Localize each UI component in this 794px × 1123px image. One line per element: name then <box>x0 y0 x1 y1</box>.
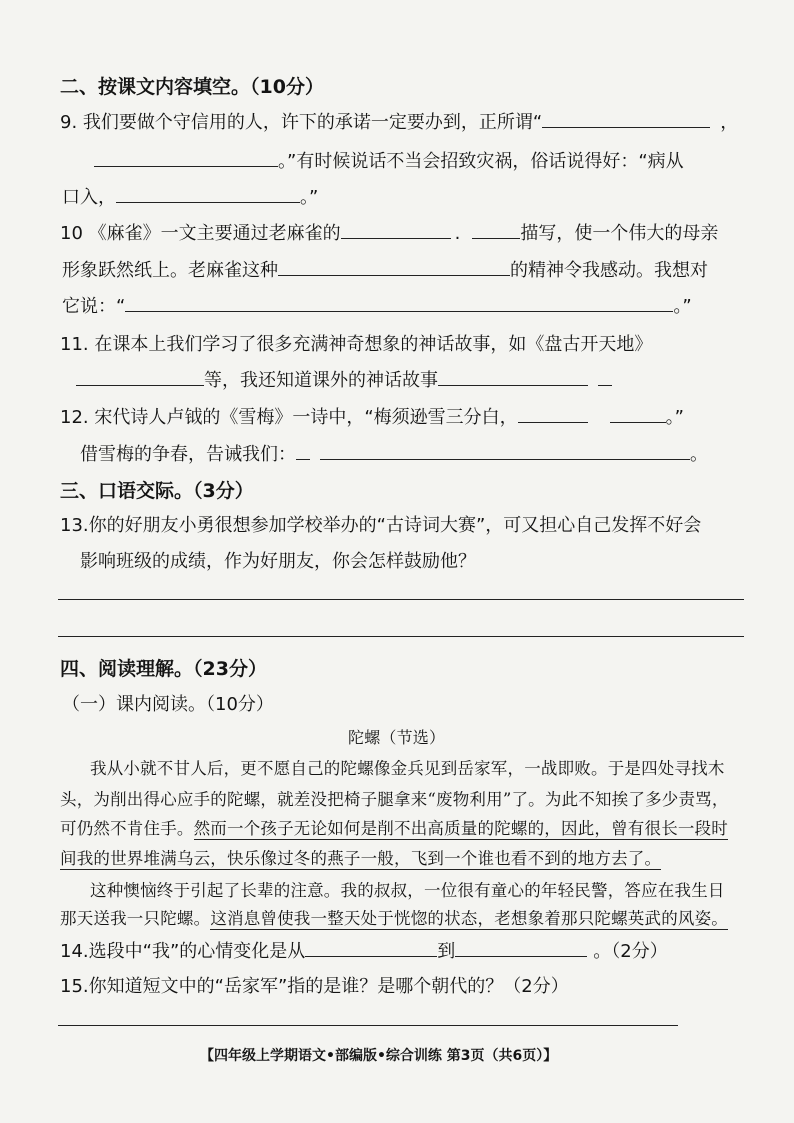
q10-text-e: 它说：“ <box>62 296 126 317</box>
p2-line2-underlined: 这消息曾使我一整天处于恍惚的状态，老想象着那只陀螺英武的风姿。 <box>210 909 729 928</box>
question-10-line-1 <box>60 219 718 245</box>
q10-text-b: 描写，使一个伟大的母亲 <box>520 223 719 244</box>
q10-text-a: 10 《麻雀》一文主要通过老麻雀的 <box>60 223 341 244</box>
passage-title: 陀螺（节选） <box>348 728 446 747</box>
q10-blank-3[interactable] <box>278 260 510 276</box>
q10-blank-1[interactable] <box>341 223 451 239</box>
passage-p1-line-2: 头，为削出得心应手的陀螺，就差没把椅子腿拿来“废物利用”了。为此不知挨了多少责骂， <box>60 790 729 809</box>
page-footer: 【四年级上学期语文•部编版•综合训练 第3页（共6页）】 <box>200 1048 558 1064</box>
q9-text-e: 。” <box>300 187 319 208</box>
section-4-heading: 四、阅读理解。（23分） <box>60 658 267 680</box>
q10-blank-2[interactable] <box>472 223 520 239</box>
q12-blank-1[interactable] <box>518 407 588 423</box>
q12-blank-4[interactable] <box>320 444 690 460</box>
q12-blank-2[interactable] <box>610 407 666 423</box>
passage-p1-line-4 <box>60 845 661 869</box>
q10-text-f: 。” <box>673 296 692 317</box>
question-12-line-1 <box>60 403 684 429</box>
q12-text-c: 借雪梅的争春，告诫我们： <box>80 444 296 465</box>
q14-text-c: 。（2分） <box>593 941 668 962</box>
question-10-line-2 <box>62 256 708 282</box>
p2-line2-text: 那天送我一只陀螺。 <box>60 909 211 928</box>
question-11-line-1: 11. 在课本上我们学习了很多充满神奇想象的神话故事，如《盘古开天地》 <box>60 334 653 355</box>
q12-blank-3[interactable] <box>296 444 310 460</box>
q12-text-b: 。” <box>665 407 684 428</box>
q13-answer-line-2[interactable] <box>58 636 744 637</box>
passage-p2-line-1: 这种懊恼终于引起了长辈的注意。我的叔叔，一位很有童心的年轻民警，答应在我生日 <box>90 881 725 900</box>
q14-blank-2[interactable] <box>455 941 587 957</box>
question-9-line-2 <box>94 147 684 173</box>
p1-line3-text: 可仍然不肯住手。 <box>60 819 194 838</box>
section-3-heading: 三、口语交际。（3分） <box>60 480 254 502</box>
q11-blank-2[interactable] <box>438 370 588 386</box>
section-2-heading: 二、按课文内容填空。（10分） <box>60 76 324 98</box>
q12-text-a: 12. 宋代诗人卢钺的《雪梅》一诗中，“梅须逊雪三分白， <box>60 407 518 428</box>
q9-blank-1[interactable] <box>542 112 710 128</box>
q15-answer-line[interactable] <box>58 1025 678 1026</box>
p1-line4-underlined: 间我的世界堆满乌云，快乐像过冬的燕子一般，飞到一个谁也看不到的地方去了。 <box>60 849 662 868</box>
passage-p1-line-1: 我从小就不甘人后，更不愿自己的陀螺像金兵见到岳家军，一战即败。于是四处寻找木 <box>90 759 725 778</box>
q9-text-c: 。”有时候说话不当会招致灾祸，俗话说得好：“病从 <box>278 151 684 172</box>
q11-text-a: 等，我还知道课外的神话故事 <box>204 370 438 391</box>
passage-p2-line-2 <box>60 905 728 929</box>
q9-text-b: ， <box>720 112 739 133</box>
passage-p1-line-3 <box>60 815 728 839</box>
question-9-line-1 <box>60 108 738 134</box>
q10-text-d: 的精神令我感动。我想对 <box>510 260 708 281</box>
q12-text-d: 。 <box>690 444 708 465</box>
q13-answer-line-1[interactable] <box>58 599 744 600</box>
q9-text-d: 口入， <box>62 187 116 208</box>
q9-text-a: 9. 我们要做个守信用的人，许下的承诺一定要办到，正所谓“ <box>60 112 543 133</box>
q10-dot: . <box>454 223 461 244</box>
question-13-line-1: 13.你的好朋友小勇很想参加学校举办的“古诗词大赛”，可又担心自己发挥不好会 <box>60 515 702 536</box>
q14-text-b: 到 <box>437 941 456 962</box>
question-12-line-2 <box>80 440 708 466</box>
q11-blank-1[interactable] <box>76 370 204 386</box>
question-10-line-3 <box>62 292 692 318</box>
q11-blank-3[interactable] <box>598 370 612 386</box>
q10-text-c: 形象跃然纸上。老麻雀这种 <box>62 260 278 281</box>
q14-blank-1[interactable] <box>305 941 437 957</box>
question-15: 15.你知道短文中的“岳家军”指的是谁？是哪个朝代的？（2分） <box>60 976 569 997</box>
question-13-line-2: 影响班级的成绩，作为好朋友，你会怎样鼓励他？ <box>80 551 476 572</box>
q9-blank-2[interactable] <box>94 151 278 167</box>
p1-line3-underlined: 然而一个孩子无论如何是削不出高质量的陀螺的，因此，曾有很长一段时 <box>193 819 729 838</box>
q10-blank-4[interactable] <box>125 296 673 312</box>
q14-text-a: 14.选段中“我”的心情变化是从 <box>60 941 306 962</box>
question-14 <box>60 937 668 963</box>
subsection-1-heading: （一）课内阅读。（10分） <box>62 694 274 715</box>
question-9-line-3 <box>62 183 318 209</box>
question-11-line-2 <box>76 366 612 392</box>
q9-blank-3[interactable] <box>116 187 300 203</box>
